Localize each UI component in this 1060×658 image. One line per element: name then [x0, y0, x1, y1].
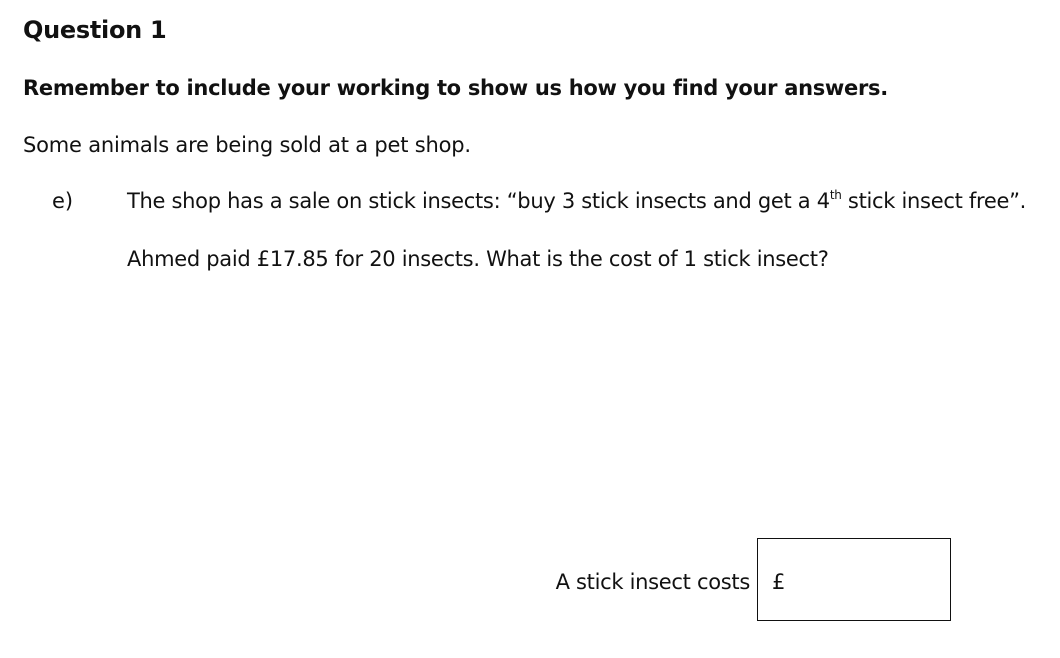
part-text-line-2: Ahmed paid £17.85 for 20 insects. What is the cost of 1 stick insect? [127, 247, 829, 271]
answer-box[interactable] [757, 538, 951, 621]
intro-text: Some animals are being sold at a pet shop. [23, 133, 471, 157]
question-title: Question 1 [23, 16, 167, 44]
instruction-text: Remember to include your working to show us how you find your answers. [23, 76, 888, 100]
pound-sign: £ [772, 570, 786, 594]
part-text-line-1-end: stick insect free”. [841, 189, 1027, 213]
part-label: e) [52, 189, 74, 213]
part-text-line-1 [127, 189, 1026, 213]
answer-label: A stick insect costs [555, 570, 750, 594]
ordinal-suffix: th [829, 188, 842, 202]
part-text-line-1-start: The shop has a sale on stick insects: “buy 3 stick insects and get a 4 [127, 189, 830, 213]
